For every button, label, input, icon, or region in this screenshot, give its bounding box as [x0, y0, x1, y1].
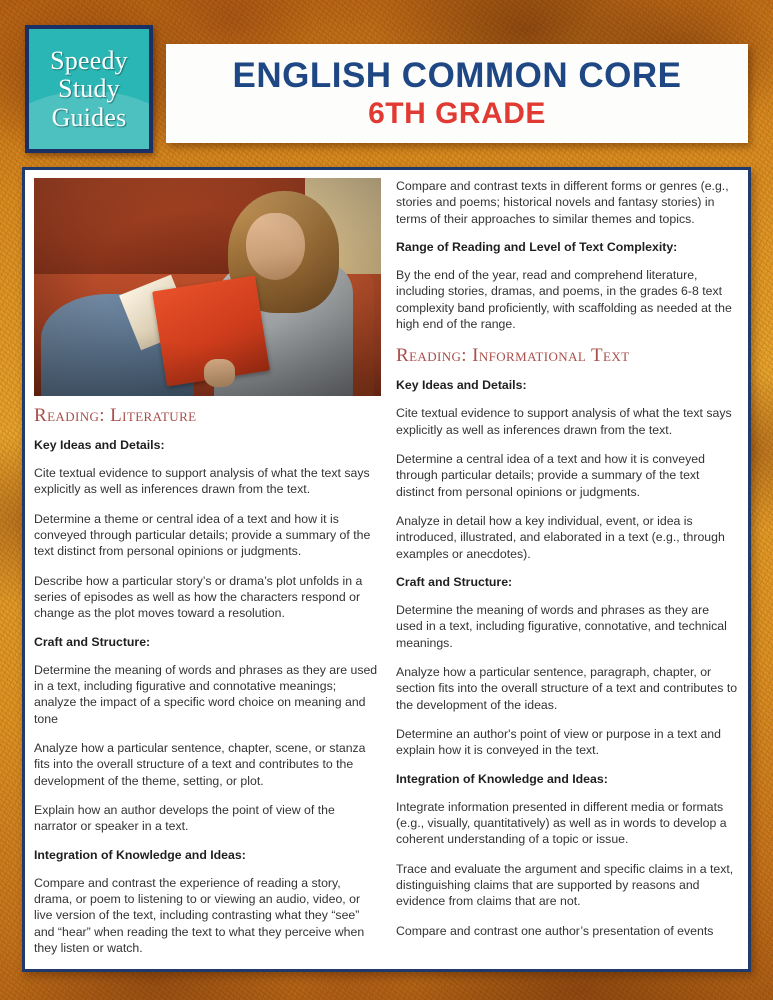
standard-subheading: Key Ideas and Details: [34, 437, 165, 452]
standard-paragraph: Determine the meaning of words and phrases as they are used in a text, including figurative, connotative, and technical meanings. [396, 602, 727, 650]
standard-subheading: Integration of Knowledge and Ideas: [34, 847, 246, 862]
standard-paragraph: Determine the meaning of words and phrases as they are used in a text, including figurative and connotative meanings; analyze the impact of a specific word choice on meaning and tone [34, 662, 378, 726]
page-subtitle: 6TH GRADE [368, 96, 546, 130]
right-column [396, 178, 739, 963]
standard-subheading: Craft and Structure: [396, 574, 513, 589]
standard-paragraph: Determine a central idea of a text and how it is conveyed through particular details; provide a summary of the text distinct from personal opinions or judgments. [396, 451, 705, 499]
standard-paragraph: Analyze how a particular sentence, paragraph, chapter, or section fits into the overall structure of a text and contributes to the development of the ideas. [396, 664, 738, 712]
standard-paragraph: Describe how a particular story’s or drama’s plot unfolds in a series of episodes as well as how the characters respond or change as the plot moves toward a resolution. [34, 573, 363, 621]
speedy-study-guides-logo [25, 25, 153, 153]
standard-subheading: Range of Reading and Level of Text Complexity: [396, 240, 678, 255]
page-header [0, 0, 773, 165]
title-banner [166, 44, 748, 143]
standard-paragraph: Explain how an author develops the point of view of the narrator or speaker in a text. [34, 802, 335, 834]
left-column-blocks [34, 438, 381, 957]
standard-paragraph: Compare and contrast the experience of reading a story, drama, or poem to listening to or viewing an audio, video, or live version of the text, including contrasting what they “see” and “hear” when reading the text to what they perceive when they listen or watch. [34, 875, 365, 956]
content-card [22, 167, 751, 972]
standard-subheading: Craft and Structure: [34, 634, 151, 649]
right-column-blocks [396, 378, 739, 939]
standard-paragraph: Compare and contrast one author’s presentation of events [396, 923, 714, 938]
logo-line-3: Guides [51, 102, 127, 132]
standard-paragraph: Determine an author's point of view or purpose in a text and explain how it is conveyed in the text. [396, 727, 721, 758]
standard-paragraph: Compare and contrast texts in different forms or genres (e.g., stories and poems; historical novels and fantasy stories) in terms of their approaches to similar themes and topics. [396, 179, 729, 226]
right-column-top-blocks [396, 178, 739, 332]
standard-paragraph: Trace and evaluate the argument and specific claims in a text, distinguishing claims that are supported by reasons and evidence from claims that are not. [396, 861, 734, 909]
standard-subheading: Key Ideas and Details: [396, 378, 527, 393]
standard-paragraph: Integrate information presented in different media or formats (e.g., visually, quantitatively) as well as in words to develop a coherent understanding of a topic or issue. [396, 799, 727, 847]
standard-paragraph: Analyze how a particular sentence, chapter, scene, or stanza fits into the overall structure of a text and contributes to the development of the theme, setting, or plot. [34, 740, 366, 788]
standard-paragraph: By the end of the year, read and comprehend literature, including stories, dramas, and poems, in the grades 6-8 text complexity band proficiently, with scaffolding as needed at the high end of the range. [396, 268, 732, 332]
logo-line-1: Speedy [50, 46, 128, 76]
page-title: ENGLISH COMMON CORE [232, 56, 682, 96]
standard-paragraph: Determine a theme or central idea of a text and how it is conveyed through particular details; provide a summary of the text distinct from personal opinions or judgments. [34, 511, 371, 559]
logo-text-stack [29, 29, 149, 149]
left-column [34, 178, 381, 963]
standard-subheading: Integration of Knowledge and Ideas: [396, 771, 608, 786]
standard-paragraph: Cite textual evidence to support analysis of what the text says explicitly as well as inferences drawn from the text. [396, 406, 732, 437]
section-title-reading-literature: Reading: Literature [34, 405, 197, 426]
photo-vignette [34, 178, 381, 396]
standard-paragraph: Cite textual evidence to support analysis of what the text says explicitly as well as inferences drawn from the text. [34, 465, 370, 497]
section-title-reading-informational-text: Reading: Informational Text [396, 345, 630, 367]
standard-paragraph: Analyze in detail how a key individual, event, or idea is introduced, illustrated, and elaborated in a text (e.g., through examples or anecdotes). [396, 513, 725, 561]
girl-reading-photo [34, 178, 381, 396]
logo-line-2: Study [58, 74, 120, 104]
